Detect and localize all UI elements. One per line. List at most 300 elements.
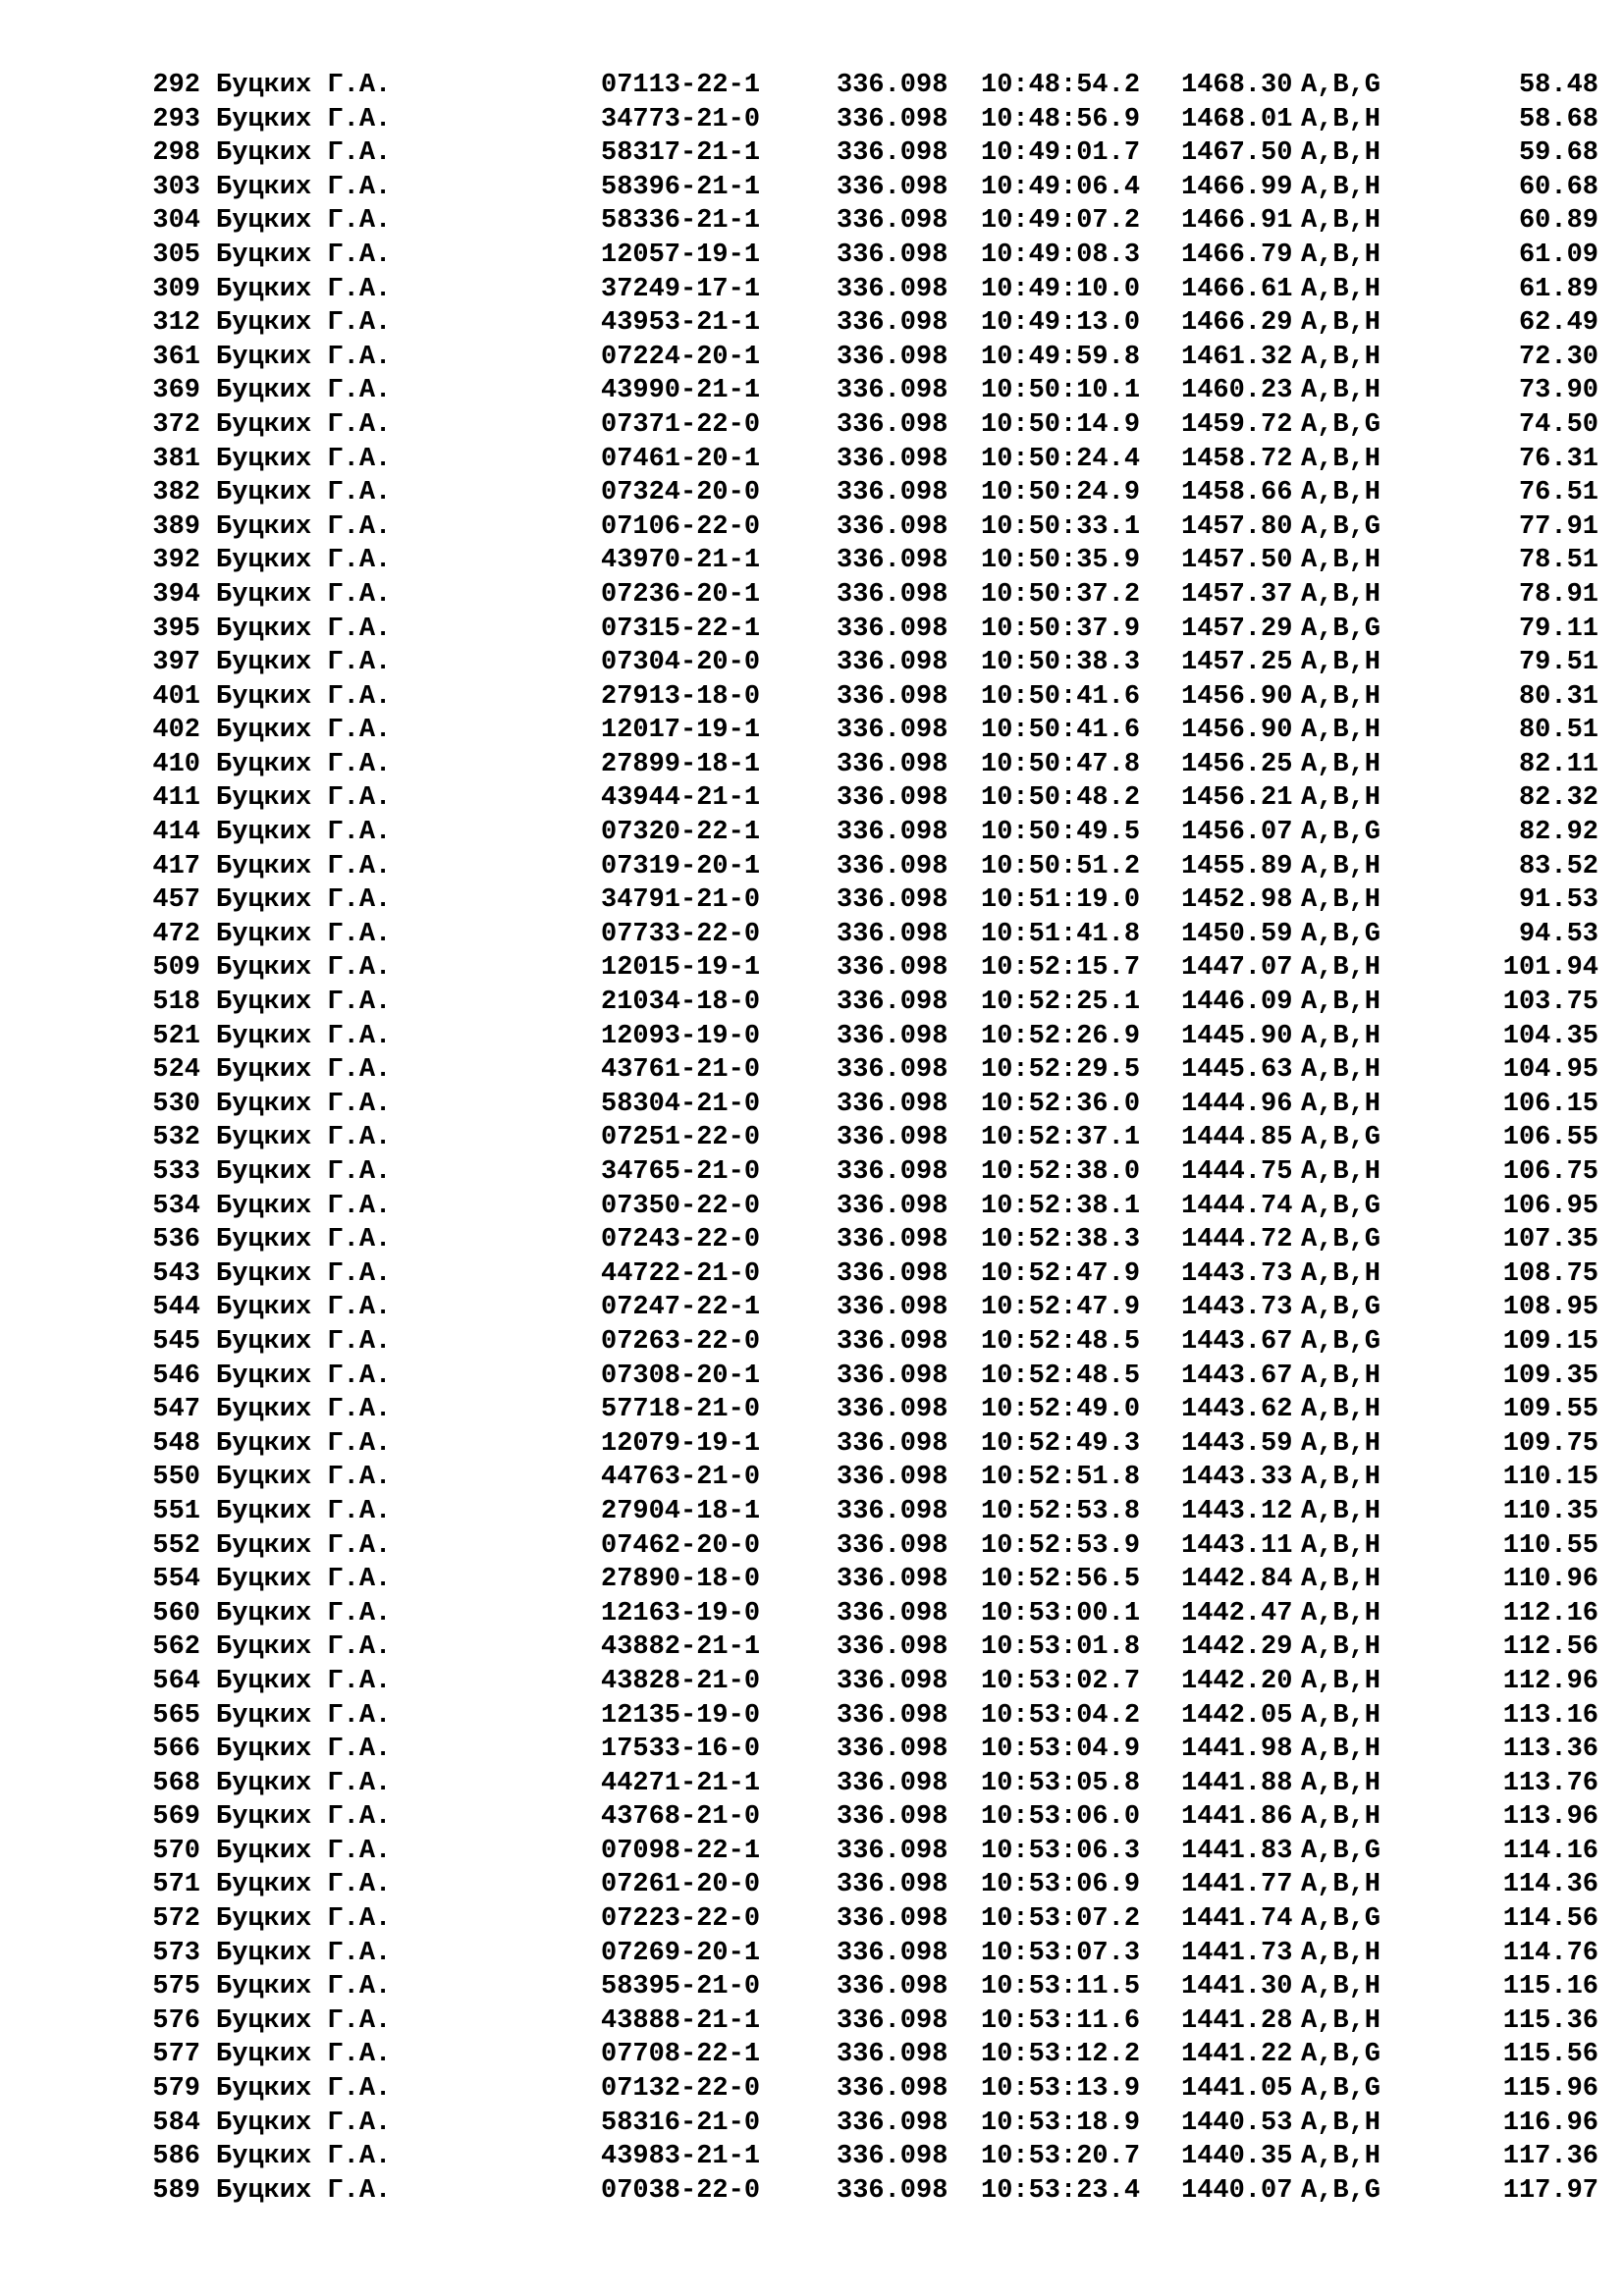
arrival-time-cell: 10:52:15.7 [981, 953, 1141, 984]
arrival-time-cell: 10:48:56.9 [981, 104, 1141, 134]
score-cell: 107.35 [1502, 1225, 1598, 1255]
flags-cell: A,B,H [1301, 1700, 1381, 1731]
distance-cell: 336.098 [837, 1123, 948, 1153]
fancier-name-cell: Буцких Г.А. [216, 1870, 392, 1900]
ring-number-cell: 07243-22-0 [601, 1225, 761, 1255]
distance-cell: 336.098 [837, 1700, 948, 1731]
distance-cell: 336.098 [837, 885, 948, 916]
place-cell: 548 [152, 1428, 200, 1459]
place-cell: 457 [152, 885, 200, 916]
fancier-name-cell: Буцких Г.А. [216, 1768, 392, 1798]
speed-cell: 1443.73 [1181, 1293, 1293, 1323]
ring-number-cell: 58395-21-0 [601, 1972, 761, 2002]
speed-cell: 1441.83 [1181, 1836, 1293, 1866]
distance-cell: 336.098 [837, 1735, 948, 1765]
fancier-name-cell: Буцких Г.А. [216, 2074, 392, 2105]
distance-cell: 336.098 [837, 2108, 948, 2138]
distance-cell: 336.098 [837, 716, 948, 746]
score-cell: 104.35 [1502, 1021, 1598, 1051]
speed-cell: 1450.59 [1181, 919, 1293, 949]
score-cell: 109.75 [1502, 1428, 1598, 1459]
fancier-name-cell: Буцких Г.А. [216, 1258, 392, 1289]
distance-cell: 336.098 [837, 1598, 948, 1629]
table-row [0, 951, 1624, 986]
place-cell: 566 [152, 1735, 200, 1765]
speed-cell: 1440.07 [1181, 2175, 1293, 2206]
arrival-time-cell: 10:52:37.1 [981, 1123, 1141, 1153]
table-row [0, 171, 1624, 205]
speed-cell: 1447.07 [1181, 953, 1293, 984]
fancier-name-cell: Буцких Г.А. [216, 2175, 392, 2206]
speed-cell: 1442.47 [1181, 1598, 1293, 1629]
table-row [0, 1360, 1624, 1394]
flags-cell: A,B,H [1301, 1530, 1381, 1561]
fancier-name-cell: Буцких Г.А. [216, 1666, 392, 1696]
ring-number-cell: 07708-22-1 [601, 2040, 761, 2070]
distance-cell: 336.098 [837, 1802, 948, 1833]
table-row [0, 69, 1624, 103]
table-row [0, 1597, 1624, 1631]
ring-number-cell: 44763-21-0 [601, 1463, 761, 1493]
table-row [0, 544, 1624, 578]
score-cell: 106.95 [1502, 1191, 1598, 1221]
score-cell: 78.51 [1518, 546, 1598, 576]
flags-cell: A,B,H [1301, 681, 1381, 712]
place-cell: 554 [152, 1565, 200, 1595]
distance-cell: 336.098 [837, 1089, 948, 1119]
fancier-name-cell: Буцких Г.А. [216, 2005, 392, 2036]
fancier-name-cell: Буцких Г.А. [216, 1700, 392, 1731]
arrival-time-cell: 10:50:37.9 [981, 614, 1141, 644]
arrival-time-cell: 10:52:26.9 [981, 1021, 1141, 1051]
flags-cell: A,B,G [1301, 1225, 1381, 1255]
fancier-name-cell: Буцких Г.А. [216, 783, 392, 814]
score-cell: 61.09 [1518, 240, 1598, 270]
speed-cell: 1444.96 [1181, 1089, 1293, 1119]
table-row [0, 1937, 1624, 1971]
fancier-name-cell: Буцких Г.А. [216, 2040, 392, 2070]
place-cell: 570 [152, 1836, 200, 1866]
table-row [0, 1529, 1624, 1564]
ring-number-cell: 27890-18-0 [601, 1565, 761, 1595]
arrival-time-cell: 10:52:48.5 [981, 1361, 1141, 1391]
score-cell: 76.31 [1518, 444, 1598, 474]
fancier-name-cell: Буцких Г.А. [216, 1361, 392, 1391]
score-cell: 60.68 [1518, 172, 1598, 202]
speed-cell: 1457.37 [1181, 579, 1293, 610]
score-cell: 82.92 [1518, 818, 1598, 848]
fancier-name-cell: Буцких Г.А. [216, 274, 392, 304]
arrival-time-cell: 10:52:38.3 [981, 1225, 1141, 1255]
table-row [0, 1835, 1624, 1869]
score-cell: 73.90 [1518, 376, 1598, 406]
speed-cell: 1442.84 [1181, 1565, 1293, 1595]
fancier-name-cell: Буцких Г.А. [216, 749, 392, 779]
table-row [0, 443, 1624, 477]
score-cell: 101.94 [1502, 953, 1598, 984]
table-row [0, 883, 1624, 918]
arrival-time-cell: 10:53:06.0 [981, 1802, 1141, 1833]
flags-cell: A,B,G [1301, 1293, 1381, 1323]
flags-cell: A,B,H [1301, 172, 1381, 202]
score-cell: 116.96 [1502, 2108, 1598, 2138]
place-cell: 573 [152, 1938, 200, 1968]
flags-cell: A,B,H [1301, 240, 1381, 270]
ring-number-cell: 12163-19-0 [601, 1598, 761, 1629]
place-cell: 586 [152, 2142, 200, 2172]
score-cell: 113.36 [1502, 1735, 1598, 1765]
flags-cell: A,B,H [1301, 2142, 1381, 2172]
place-cell: 550 [152, 1463, 200, 1493]
ring-number-cell: 12015-19-1 [601, 953, 761, 984]
ring-number-cell: 21034-18-0 [601, 988, 761, 1018]
place-cell: 569 [152, 1802, 200, 1833]
speed-cell: 1461.32 [1181, 342, 1293, 372]
place-cell: 361 [152, 342, 200, 372]
distance-cell: 336.098 [837, 851, 948, 881]
flags-cell: A,B,H [1301, 579, 1381, 610]
arrival-time-cell: 10:52:36.0 [981, 1089, 1141, 1119]
flags-cell: A,B,H [1301, 1157, 1381, 1187]
flags-cell: A,B,H [1301, 953, 1381, 984]
flags-cell: A,B,H [1301, 1598, 1381, 1629]
ring-number-cell: 07462-20-0 [601, 1530, 761, 1561]
arrival-time-cell: 10:50:47.8 [981, 749, 1141, 779]
arrival-time-cell: 10:50:24.9 [981, 478, 1141, 508]
arrival-time-cell: 10:50:33.1 [981, 511, 1141, 542]
flags-cell: A,B,H [1301, 342, 1381, 372]
flags-cell: A,B,H [1301, 988, 1381, 1018]
speed-cell: 1468.01 [1181, 104, 1293, 134]
flags-cell: A,B,H [1301, 1802, 1381, 1833]
distance-cell: 336.098 [837, 1361, 948, 1391]
speed-cell: 1466.79 [1181, 240, 1293, 270]
fancier-name-cell: Буцких Г.А. [216, 1293, 392, 1323]
table-row [0, 239, 1624, 273]
fancier-name-cell: Буцких Г.А. [216, 1089, 392, 1119]
speed-cell: 1452.98 [1181, 885, 1293, 916]
table-row [0, 476, 1624, 510]
ring-number-cell: 43761-21-0 [601, 1055, 761, 1086]
flags-cell: A,B,G [1301, 614, 1381, 644]
place-cell: 414 [152, 818, 200, 848]
table-row [0, 103, 1624, 137]
arrival-time-cell: 10:53:05.8 [981, 1768, 1141, 1798]
table-row [0, 578, 1624, 613]
distance-cell: 336.098 [837, 988, 948, 1018]
table-row [0, 816, 1624, 850]
speed-cell: 1468.30 [1181, 71, 1293, 100]
table-row [0, 1699, 1624, 1734]
ring-number-cell: 43970-21-1 [601, 546, 761, 576]
score-cell: 110.35 [1502, 1496, 1598, 1526]
arrival-time-cell: 10:49:13.0 [981, 308, 1141, 339]
ring-number-cell: 07304-20-0 [601, 648, 761, 678]
fancier-name-cell: Буцких Г.А. [216, 1565, 392, 1595]
score-cell: 82.11 [1518, 749, 1598, 779]
arrival-time-cell: 10:52:53.8 [981, 1496, 1141, 1526]
speed-cell: 1441.74 [1181, 1904, 1293, 1935]
flags-cell: A,B,H [1301, 1428, 1381, 1459]
fancier-name-cell: Буцких Г.А. [216, 1157, 392, 1187]
fancier-name-cell: Буцких Г.А. [216, 376, 392, 406]
flags-cell: A,B,G [1301, 511, 1381, 542]
distance-cell: 336.098 [837, 2175, 948, 2206]
speed-cell: 1456.25 [1181, 749, 1293, 779]
table-row [0, 374, 1624, 408]
table-row [0, 510, 1624, 545]
flags-cell: A,B,H [1301, 1021, 1381, 1051]
score-cell: 72.30 [1518, 342, 1598, 372]
place-cell: 584 [152, 2108, 200, 2138]
fancier-name-cell: Буцких Г.А. [216, 885, 392, 916]
distance-cell: 336.098 [837, 1666, 948, 1696]
table-row [0, 646, 1624, 680]
table-row [0, 1088, 1624, 1122]
score-cell: 114.16 [1502, 1836, 1598, 1866]
place-cell: 401 [152, 681, 200, 712]
arrival-time-cell: 10:53:01.8 [981, 1632, 1141, 1663]
ring-number-cell: 58316-21-0 [601, 2108, 761, 2138]
table-row [0, 1121, 1624, 1155]
ring-number-cell: 58317-21-1 [601, 138, 761, 169]
table-row [0, 1461, 1624, 1495]
arrival-time-cell: 10:50:14.9 [981, 409, 1141, 440]
arrival-time-cell: 10:53:07.3 [981, 1938, 1141, 1968]
table-row [0, 986, 1624, 1020]
ring-number-cell: 27904-18-1 [601, 1496, 761, 1526]
speed-cell: 1467.50 [1181, 138, 1293, 169]
fancier-name-cell: Буцких Г.А. [216, 716, 392, 746]
place-cell: 565 [152, 1700, 200, 1731]
table-row [0, 1563, 1624, 1597]
table-row [0, 1257, 1624, 1292]
speed-cell: 1443.62 [1181, 1395, 1293, 1425]
ring-number-cell: 07269-20-1 [601, 1938, 761, 1968]
score-cell: 58.48 [1518, 71, 1598, 100]
table-row [0, 1291, 1624, 1325]
distance-cell: 336.098 [837, 444, 948, 474]
table-row [0, 341, 1624, 375]
score-cell: 113.76 [1502, 1768, 1598, 1798]
score-cell: 110.55 [1502, 1530, 1598, 1561]
ring-number-cell: 58396-21-1 [601, 172, 761, 202]
score-cell: 115.36 [1502, 2005, 1598, 2036]
table-row [0, 1053, 1624, 1088]
speed-cell: 1441.22 [1181, 2040, 1293, 2070]
arrival-time-cell: 10:52:53.9 [981, 1530, 1141, 1561]
flags-cell: A,B,G [1301, 818, 1381, 848]
fancier-name-cell: Буцких Г.А. [216, 1972, 392, 2002]
flags-cell: A,B,H [1301, 478, 1381, 508]
speed-cell: 1444.85 [1181, 1123, 1293, 1153]
distance-cell: 336.098 [837, 172, 948, 202]
ring-number-cell: 43828-21-0 [601, 1666, 761, 1696]
ring-number-cell: 07251-22-0 [601, 1123, 761, 1153]
distance-cell: 336.098 [837, 1836, 948, 1866]
table-row [0, 1733, 1624, 1767]
score-cell: 108.75 [1502, 1258, 1598, 1289]
place-cell: 303 [152, 172, 200, 202]
arrival-time-cell: 10:53:07.2 [981, 1904, 1141, 1935]
flags-cell: A,B,H [1301, 104, 1381, 134]
arrival-time-cell: 10:53:23.4 [981, 2175, 1141, 2206]
flags-cell: A,B,H [1301, 749, 1381, 779]
speed-cell: 1455.89 [1181, 851, 1293, 881]
score-cell: 80.31 [1518, 681, 1598, 712]
score-cell: 61.89 [1518, 274, 1598, 304]
arrival-time-cell: 10:49:08.3 [981, 240, 1141, 270]
speed-cell: 1442.20 [1181, 1666, 1293, 1696]
ring-number-cell: 12017-19-1 [601, 716, 761, 746]
distance-cell: 336.098 [837, 546, 948, 576]
arrival-time-cell: 10:49:07.2 [981, 206, 1141, 237]
speed-cell: 1446.09 [1181, 988, 1293, 1018]
fancier-name-cell: Буцких Г.А. [216, 1496, 392, 1526]
flags-cell: A,B,H [1301, 1666, 1381, 1696]
score-cell: 79.51 [1518, 648, 1598, 678]
arrival-time-cell: 10:52:49.0 [981, 1395, 1141, 1425]
ring-number-cell: 07320-22-1 [601, 818, 761, 848]
place-cell: 524 [152, 1055, 200, 1086]
ring-number-cell: 07038-22-0 [601, 2175, 761, 2206]
place-cell: 521 [152, 1021, 200, 1051]
fancier-name-cell: Буцких Г.А. [216, 1598, 392, 1629]
fancier-name-cell: Буцких Г.А. [216, 546, 392, 576]
place-cell: 402 [152, 716, 200, 746]
score-cell: 114.56 [1502, 1904, 1598, 1935]
distance-cell: 336.098 [837, 1395, 948, 1425]
place-cell: 293 [152, 104, 200, 134]
score-cell: 60.89 [1518, 206, 1598, 237]
distance-cell: 336.098 [837, 648, 948, 678]
place-cell: 546 [152, 1361, 200, 1391]
distance-cell: 336.098 [837, 749, 948, 779]
flags-cell: A,B,H [1301, 1089, 1381, 1119]
arrival-time-cell: 10:50:10.1 [981, 376, 1141, 406]
flags-cell: A,B,H [1301, 1632, 1381, 1663]
table-row [0, 1767, 1624, 1801]
ring-number-cell: 43990-21-1 [601, 376, 761, 406]
fancier-name-cell: Буцких Г.А. [216, 1428, 392, 1459]
table-row [0, 1630, 1624, 1665]
ring-number-cell: 12135-19-0 [601, 1700, 761, 1731]
place-cell: 394 [152, 579, 200, 610]
fancier-name-cell: Буцких Г.А. [216, 172, 392, 202]
place-cell: 410 [152, 749, 200, 779]
arrival-time-cell: 10:50:24.4 [981, 444, 1141, 474]
flags-cell: A,B,G [1301, 71, 1381, 100]
distance-cell: 336.098 [837, 614, 948, 644]
place-cell: 509 [152, 953, 200, 984]
ring-number-cell: 12079-19-1 [601, 1428, 761, 1459]
score-cell: 78.91 [1518, 579, 1598, 610]
arrival-time-cell: 10:52:29.5 [981, 1055, 1141, 1086]
fancier-name-cell: Буцких Г.А. [216, 104, 392, 134]
arrival-time-cell: 10:53:06.9 [981, 1870, 1141, 1900]
speed-cell: 1456.90 [1181, 716, 1293, 746]
speed-cell: 1466.91 [1181, 206, 1293, 237]
flags-cell: A,B,H [1301, 1972, 1381, 2002]
place-cell: 395 [152, 614, 200, 644]
arrival-time-cell: 10:52:48.5 [981, 1326, 1141, 1357]
place-cell: 292 [152, 71, 200, 100]
distance-cell: 336.098 [837, 681, 948, 712]
distance-cell: 336.098 [837, 206, 948, 237]
fancier-name-cell: Буцких Г.А. [216, 1021, 392, 1051]
speed-cell: 1443.67 [1181, 1361, 1293, 1391]
distance-cell: 336.098 [837, 1258, 948, 1289]
place-cell: 518 [152, 988, 200, 1018]
place-cell: 417 [152, 851, 200, 881]
arrival-time-cell: 10:51:19.0 [981, 885, 1141, 916]
fancier-name-cell: Буцких Г.А. [216, 138, 392, 169]
score-cell: 112.56 [1502, 1632, 1598, 1663]
arrival-time-cell: 10:50:49.5 [981, 818, 1141, 848]
fancier-name-cell: Буцких Г.А. [216, 919, 392, 949]
arrival-time-cell: 10:48:54.2 [981, 71, 1141, 100]
arrival-time-cell: 10:53:20.7 [981, 2142, 1141, 2172]
table-row [0, 2038, 1624, 2072]
ring-number-cell: 43983-21-1 [601, 2142, 761, 2172]
ring-number-cell: 07733-22-0 [601, 919, 761, 949]
arrival-time-cell: 10:52:47.9 [981, 1258, 1141, 1289]
speed-cell: 1442.29 [1181, 1632, 1293, 1663]
table-row [0, 2004, 1624, 2039]
score-cell: 109.55 [1502, 1395, 1598, 1425]
ring-number-cell: 27913-18-0 [601, 681, 761, 712]
place-cell: 312 [152, 308, 200, 339]
arrival-time-cell: 10:53:06.3 [981, 1836, 1141, 1866]
flags-cell: A,B,G [1301, 2074, 1381, 2105]
flags-cell: A,B,G [1301, 1836, 1381, 1866]
table-row [0, 408, 1624, 443]
distance-cell: 336.098 [837, 919, 948, 949]
fancier-name-cell: Буцких Г.А. [216, 648, 392, 678]
table-row [0, 1155, 1624, 1190]
fancier-name-cell: Буцких Г.А. [216, 1055, 392, 1086]
fancier-name-cell: Буцких Г.А. [216, 988, 392, 1018]
ring-number-cell: 07223-22-0 [601, 1904, 761, 1935]
ring-number-cell: 44271-21-1 [601, 1768, 761, 1798]
score-cell: 114.36 [1502, 1870, 1598, 1900]
distance-cell: 336.098 [837, 376, 948, 406]
arrival-time-cell: 10:50:41.6 [981, 716, 1141, 746]
flags-cell: A,B,H [1301, 1768, 1381, 1798]
fancier-name-cell: Буцких Г.А. [216, 1326, 392, 1357]
place-cell: 551 [152, 1496, 200, 1526]
score-cell: 104.95 [1502, 1055, 1598, 1086]
ring-number-cell: 07461-20-1 [601, 444, 761, 474]
ring-number-cell: 43953-21-1 [601, 308, 761, 339]
place-cell: 562 [152, 1632, 200, 1663]
distance-cell: 336.098 [837, 409, 948, 440]
flags-cell: A,B,H [1301, 851, 1381, 881]
speed-cell: 1443.73 [1181, 1258, 1293, 1289]
table-row [0, 1427, 1624, 1462]
arrival-time-cell: 10:52:51.8 [981, 1463, 1141, 1493]
table-row [0, 1970, 1624, 2004]
ring-number-cell: 07371-22-0 [601, 409, 761, 440]
arrival-time-cell: 10:52:47.9 [981, 1293, 1141, 1323]
flags-cell: A,B,H [1301, 2005, 1381, 2036]
fancier-name-cell: Буцких Г.А. [216, 71, 392, 100]
flags-cell: A,B,H [1301, 1735, 1381, 1765]
fancier-name-cell: Буцких Г.А. [216, 1632, 392, 1663]
flags-cell: A,B,H [1301, 783, 1381, 814]
place-cell: 545 [152, 1326, 200, 1357]
ring-number-cell: 58336-21-1 [601, 206, 761, 237]
